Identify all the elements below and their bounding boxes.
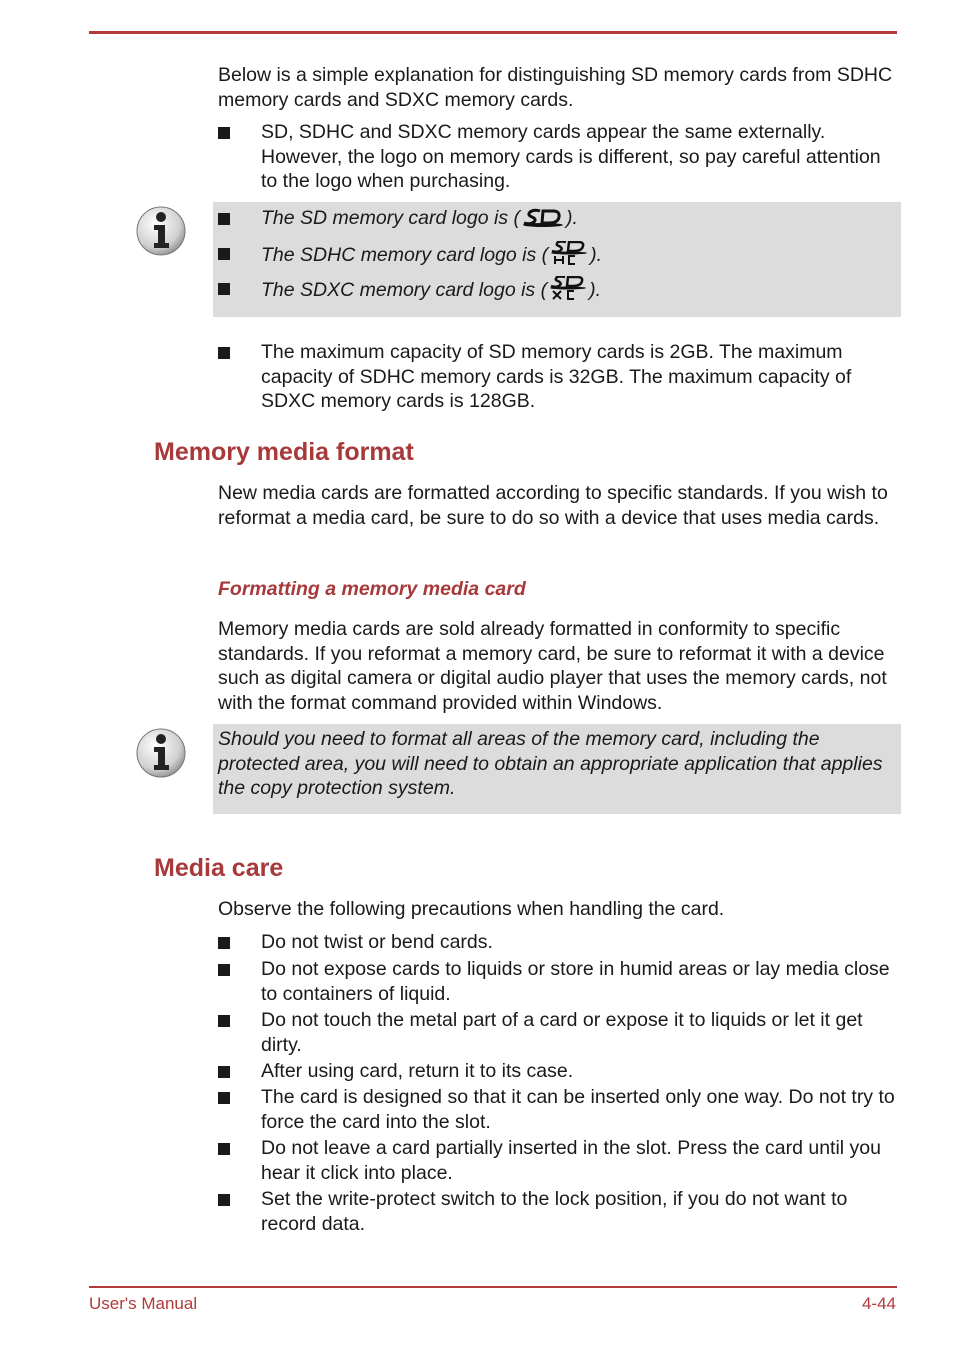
list-item: Set the write-protect switch to the lock position, if you do not want to record data. [218,1187,898,1236]
list-item: The SDXC memory card logo is ( ). [218,276,898,303]
subsection-title: Formatting a memory media card [218,578,526,600]
list-item: Do not leave a card partially inserted in the slot. Press the card until you hear it click into place. [218,1136,898,1185]
footer-rule [89,1286,897,1288]
note-sd-logos [213,202,901,317]
page-number: 4-44 [861,1294,896,1313]
list-item: The maximum capacity of SD memory cards is 2GB. The maximum capacity of SDHC memory cards is 32GB. The maximum capacity of SDXC memory cards is 128GB. [218,340,898,414]
sdhc-logo-icon [549,241,589,265]
sd-logo-icon [521,208,565,228]
section-title-memory-media-format: Memory media format [154,438,414,466]
note-format [213,724,901,814]
subsection-text: Memory media cards are sold already formatted in conformity to specific standards. If you reformat a memory card, be sure to reformat it with a device such as digital camera or digital audio player that uses the memory cards, not with the format command provided within Windows. [218,618,887,714]
list-item: SD, SDHC and SDXC memory cards appear the same externally. However, the logo on memory cards is different, so pay careful attention to the logo when purchasing. [218,120,898,194]
list-item: After using card, return it to its case. [218,1059,898,1084]
footer-title: User's Manual [89,1294,198,1313]
list-item: The card is designed so that it can be inserted only one way. Do not try to force the card into the slot. [218,1085,898,1134]
list-item: The SDHC memory card logo is ( ). [218,241,898,268]
info-icon [135,727,187,779]
list-item: Do not touch the metal part of a card or expose it to liquids or let it get dirty. [218,1008,898,1057]
section-text: New media cards are formatted according to specific standards. If you wish to reformat a media card, be sure to do so with a device that uses media cards. [218,482,888,529]
section-title-media-care: Media care [154,854,284,882]
section-text: Observe the following precautions when handling the card. [218,898,725,920]
list-item: Do not expose cards to liquids or store in humid areas or lay media close to containers of liquid. [218,957,898,1006]
header-rule [89,31,897,34]
intro-text: Below is a simple explanation for distinguishing SD memory cards from SDHC memory cards and SDXC memory cards. [218,64,893,111]
note-text: Should you need to format all areas of the memory card, including the protected area, you will need to obtain an appropriate application that applies the copy protection system. [218,728,883,799]
info-icon [135,205,187,257]
sdxc-logo-icon [548,276,588,300]
list-item: Do not twist or bend cards. [218,930,898,955]
list-item: The SD memory card logo is ( ). [218,206,898,231]
